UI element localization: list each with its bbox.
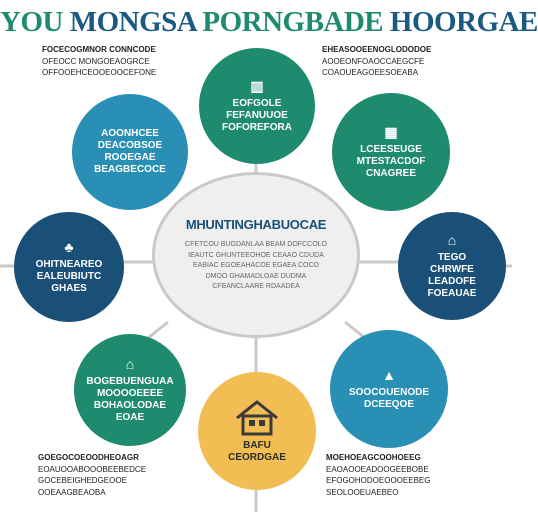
node-line: AOONHCEE <box>101 128 159 139</box>
node-line: MOOOOEEEE <box>96 388 164 400</box>
hub-title: MHUNTINGHABUOCAE <box>185 217 327 233</box>
node-line: LCEESEUGE <box>360 144 422 156</box>
node-line: CEORDGAE <box>228 452 286 463</box>
node-left <box>14 212 124 322</box>
node-line: OHITNEAREO <box>35 259 103 271</box>
paragraph-line: OOEAAGBEAOBA <box>38 487 106 497</box>
node-line: MTESTACDOF <box>356 156 426 168</box>
connector-bottom-left <box>148 322 168 338</box>
node-line: DEACOBSOE <box>97 140 163 151</box>
document-icon: ▦ <box>384 123 398 140</box>
node-line: BAFU <box>243 440 271 451</box>
paragraph-line: GOEGOCOEOODHEOAGR <box>38 453 139 462</box>
node-top-right <box>332 93 450 211</box>
paragraph-line: MOEHOEAGCOOHOEEG <box>326 453 421 462</box>
paragraph-line: AOOEONFOAOCCAEGCFE <box>322 56 425 66</box>
paragraph-line: EOAUOOABOOOBEEBEDCE <box>38 464 147 474</box>
paragraph-line: EHEASOOEENOGLODODOE <box>322 45 432 54</box>
building-icon: ▥ <box>250 77 264 94</box>
node-bottom-left <box>74 334 186 446</box>
node-line: TEGO <box>437 252 467 264</box>
node-line: CNAGREE <box>365 168 416 180</box>
node-line: LEADOFE <box>428 276 476 288</box>
paragraph-line: GOCEBEIGHEDGEOOE <box>38 476 127 486</box>
paragraph-line: COAOUEAGOEESOEABA <box>322 68 419 78</box>
node-line: EOAE <box>115 412 145 424</box>
paragraph-top-right <box>322 44 431 79</box>
paragraph-bottom-left <box>38 452 146 498</box>
title-part-2: MONGSA <box>62 6 203 38</box>
mountain-icon: ▲ <box>382 366 396 383</box>
paragraph-bottom-right <box>326 452 430 498</box>
hub-line: DMOO GHAMADLOAE DUDMA <box>205 272 307 280</box>
title-part-4: HOORGAE <box>383 6 538 38</box>
node-line: FEFANUUOE <box>226 110 288 122</box>
paragraph-line: SEOLOOEUAEBEO <box>326 487 399 497</box>
node-line: ROOEGAE <box>104 152 156 163</box>
hub-line: EABIAC EGOEAHACOE EGAEA COCO <box>192 262 320 270</box>
home-icon: ⌂ <box>125 355 135 372</box>
paragraph-line: OFFOOEHCEOOEOOCEFONE <box>42 68 157 78</box>
paragraph-line: FOCECOGMNOR CONNCODE <box>42 45 156 54</box>
hub-line: CFEANCLAARE RDAADEA <box>212 283 300 291</box>
paragraph-top-left <box>42 44 156 79</box>
title-part-1: YOU <box>0 6 63 38</box>
node-line: EALEUBIUTC <box>36 271 102 283</box>
node-line: EOFGOLE <box>232 98 282 110</box>
node-line: CHRWFE <box>430 264 474 276</box>
node-right <box>398 212 506 320</box>
central-hub <box>152 172 360 338</box>
node-line: BOGEBUENGUAA <box>86 376 174 388</box>
node-line: SOOCOUENODE <box>348 387 429 399</box>
node-line: DCEEQOE <box>363 399 414 411</box>
hub-line: IEAUTC GHUNTEEOHOE CEAAO CDUDA <box>188 251 324 259</box>
paragraph-line: OFEOCC MONGOEAOGRCE <box>42 56 150 66</box>
node-top-left <box>72 94 188 210</box>
node-top <box>199 48 315 164</box>
people-icon: ♣ <box>64 238 74 255</box>
node-line: BEAGBECOCE <box>94 164 166 175</box>
node-line: BOHAOLODAE <box>93 400 167 412</box>
node-line: FOEAUAE <box>427 288 477 300</box>
node-line: FOFOREFORA <box>222 122 292 134</box>
node-bottom-right <box>330 330 448 448</box>
paragraph-line: EAOAOOEADOOGEEBOBE <box>326 464 429 474</box>
node-line: GHAES <box>51 283 87 295</box>
hub-line: CFETCOU BUGDANLAA BEAM DOFCCOLO <box>185 241 327 249</box>
node-bottom <box>198 372 316 490</box>
home-icon: ⌂ <box>447 231 457 248</box>
paragraph-line: EFOGOHODOEOOOEEBEG <box>326 476 431 486</box>
title-part-3: PORNGBADE <box>202 6 384 38</box>
house-icon <box>233 398 281 436</box>
